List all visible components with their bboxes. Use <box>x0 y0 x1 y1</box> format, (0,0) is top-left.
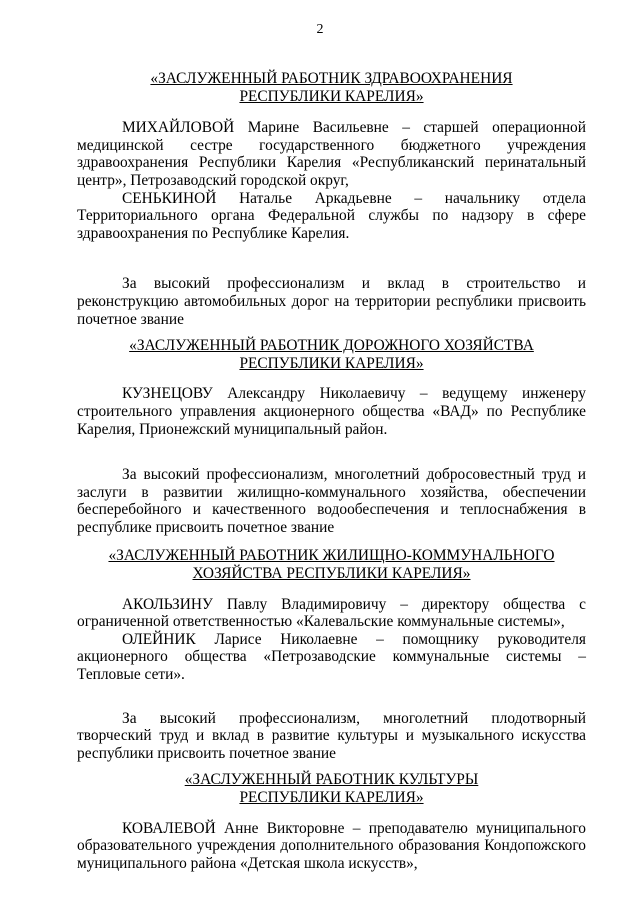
nominee-paragraph: СЕНЬКИНОЙ Наталье Аркадьевне – начальнику отдела Территориального органа Федеральной службы по надзору в сфере здравоохранения по Республике Карелия. <box>77 189 586 242</box>
award-title-culture <box>77 771 586 806</box>
page-number: 2 <box>316 22 324 37</box>
award-title-line: РЕСПУБЛИКИ КАРЕЛИЯ» <box>239 789 424 806</box>
award-title-line: «ЗАСЛУЖЕННЫЙ РАБОТНИК ЗДРАВООХРАНЕНИЯ <box>150 70 513 87</box>
award-title-line: РЕСПУБЛИКИ КАРЕЛИЯ» <box>239 87 424 105</box>
award-intro-paragraph: За высокий профессионализм, многолетний добросовестный труд и заслуги в развитии жилищно-коммунального хозяйства, обеспечении бесперебойного и качественного водообеспечения и теплоснабжения в республике присвоить почетное звание <box>77 466 586 536</box>
award-title-line: РЕСПУБЛИКИ КАРЕЛИЯ» <box>239 354 424 372</box>
award-title-line: «ЗАСЛУЖЕННЫЙ РАБОТНИК ДОРОЖНОГО ХОЗЯЙСТВА <box>129 337 534 355</box>
award-intro-paragraph: За высокий профессионализм, многолетний плодотворный творческий труд и вклад в развитие культуры и музыкального искусства республики присвоить почетное звание <box>77 709 586 762</box>
award-title-line: «ЗАСЛУЖЕННЫЙ РАБОТНИК ЖИЛИЩНО-КОММУНАЛЬНОГО <box>108 547 555 565</box>
award-intro-paragraph: За высокий профессионализм и вклад в строительство и реконструкцию автомобильных дорог на территории республики присвоить почетное звание <box>77 275 586 328</box>
nominee-paragraph: МИХАЙЛОВОЙ Марине Васильевне – старшей операционной медицинской сестре государственного бюджетного учреждения здравоохранения Республики Карелия «Республиканский перинатальный центр», Петрозаводский городской округ, <box>77 119 586 189</box>
document-body <box>77 70 586 872</box>
nominee-paragraph: КУЗНЕЦОВУ Александру Николаевичу – ведущему инженеру строительного управления акционерного общества «ВАД» по Республике Карелия, Прионежский муниципальный район. <box>77 385 586 438</box>
nominee-paragraph: КОВАЛЕВОЙ Анне Викторовне – преподавателю муниципального образовательного учреждения дополнительного образования Кондопожского муниципального района «Детская школа искусств», <box>77 819 586 872</box>
award-title-line: ХОЗЯЙСТВА РЕСПУБЛИКИ КАРЕЛИЯ» <box>192 565 471 583</box>
nominee-paragraph: АКОЛЬЗИНУ Павлу Владимировичу – директору общества с ограниченной ответственностью «Калевальские коммунальные системы», <box>77 595 586 631</box>
award-title-line: «ЗАСЛУЖЕННЫЙ РАБОТНИК КУЛЬТУРЫ <box>184 771 479 789</box>
award-title-healthcare <box>77 70 586 105</box>
award-title-road <box>77 337 586 372</box>
nominee-paragraph: ОЛЕЙНИК Ларисе Николаевне – помощнику руководителя акционерного общества «Петрозаводские коммунальные системы – Тепловые сети». <box>77 630 586 684</box>
award-title-housing <box>77 547 586 582</box>
